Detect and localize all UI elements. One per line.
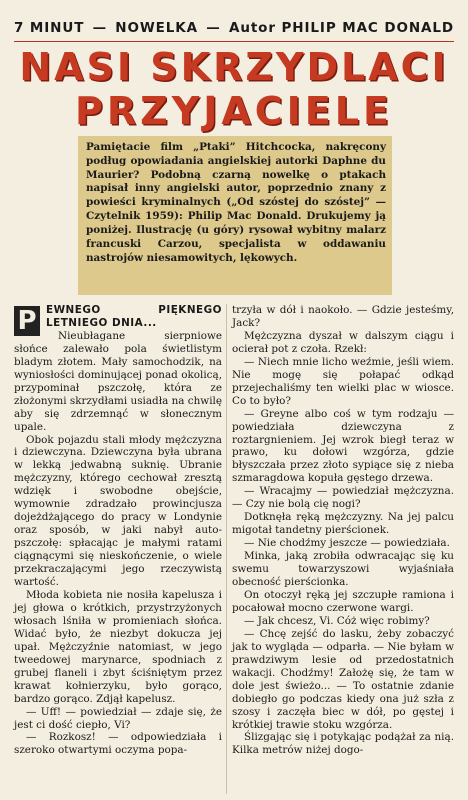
column-divider [226, 304, 227, 794]
drop-cap: P [14, 306, 40, 336]
paragraph: — Wracajmy — powiedział mężczyzna. — Czy nie bolą cię nogi? [232, 485, 454, 511]
paragraph: Mężczyzna dyszał w dalszym ciągu i ocierał pot z czoła. Rzekł: [232, 329, 454, 355]
paragraph: Dotknęła ręką mężczyzny. Na jej palcu migotał tandetny pierścionek. [232, 511, 454, 537]
intro-text: Pamiętacie film „Ptaki” Hitchcocka, nakręcony podług opowiadania angielskiej autorki Daphne du Maurier? Podobną czarną nowelkę o ptakach napisał inny angielski autor, poprzednio znany z powieści kryminalnych („Od szóstej do szóstej” — Czytelnik 1959): Philip Mac Donald. Drukujemy ją poniżej. Ilustrację (u góry) rysował wybitny malarz francuski Carzou, specjalista w oddawaniu nastrojów niesamowitych, lękowych. [86, 141, 386, 264]
paragraph: — Uff! — powiedział — zdaje się, że jest ci dość ciepło, Vi? [14, 705, 222, 731]
paragraph: — Chcę zejść do lasku, żeby zobaczyć jak to wygląda — odparła. — Nie byłam w prawdziwym lesie od przedostatnich wakacji. Chodźmy! Założę się, że tam w dole jest świeżo... — To ostatnie zdanie dobiegło go podczas kiedy ona już szła z szosy i zaczęła biec w dół, po gęstej i krótkiej trawie stoku wzgórza. [232, 627, 454, 731]
paragraph: Nieubłagane sierpniowe słońce zalewało pola świetlistym bladym złotem. Mały samochodzik, na wyniosłości dominującej ponad okolicą, przypominał pszczołę, która ze złożonymi skrzydłami usiadła na chwilę aby się zdrzemnąć w słonecznym upale. [14, 329, 222, 433]
body-column-left [14, 304, 222, 757]
lead-text: EWNEGO PIĘKNEGO LETNIEGO DNIA... [46, 304, 222, 329]
paragraph: On otoczył ręką jej szczupłe ramiona i pocałował mocno czerwone wargi. [232, 588, 454, 614]
paragraph: Ślizgając się i potykając podążał za nią. Kilka metrów niżej dogo- [232, 731, 454, 757]
paragraph: trzyła w dół i naokoło. — Gdzie jesteśmy, Jack? [232, 304, 454, 329]
paragraph: — Nie chodźmy jeszcze — powiedziała. [244, 537, 450, 550]
intro-box [78, 136, 392, 295]
paragraph: — Niech mnie licho weźmie, jeśli wiem. Nie mogę się połapać odkąd przejechaliśmy ten wielki plac w wiosce. Co to było? [232, 355, 454, 407]
paragraph: Obok pojazdu stali młody mężczyzna i dziewczyna. Dziewczyna była ubrana w lekką jedwabną suknię. Ubranie mężczyzny, którego cechował zresztą wdzięk i swobodne obejście, wymownie zdradzało prowincjusza dojeżdżającego do pracy w Londynie oraz sposób, w jaki nabył auto-pszczołę: spłacając je małymi ratami ciągnącymi się nieskończenie, o wiele przekraczającymi jego rzeczywistą wartość. [14, 433, 222, 589]
author-label: Autor PHILIP MAC DONALD [228, 20, 454, 36]
genre-label: NOWELKA [115, 20, 198, 36]
header-separator: — [206, 20, 221, 36]
article-title-line-1: NASI SKRZYDLACI [19, 45, 449, 89]
lead-paragraph [14, 304, 222, 336]
paragraph: Młoda kobieta nie nosiła kapelusza i jej głowa o krótkich, przystrzyżonych włosach lśniła w promieniach słońca. Widać było, że niezbyt dokucza jej upał. Mężczyźnie natomiast, w jego tweedowej marynarce, spodniach z grubej flaneli i zbyt ściśniętym przez krawat kołnierzyku, było gorąco, bardzo gorąco. Zdjął kapelusz. [14, 588, 222, 705]
paragraph: Minka, jaką zrobiła odwracając się ku swemu towarzyszowi wyjaśniała obecność pierścionka. [232, 550, 454, 589]
body-column-right [232, 304, 454, 757]
article-header [14, 20, 454, 36]
header-rule [14, 41, 454, 42]
paragraph: — Rozkosz! — odpowiedziała i szeroko otwartymi oczyma popa- [14, 731, 222, 757]
header-separator: — [92, 20, 108, 36]
article-title-line-2: PRZYJACIELE [75, 89, 393, 133]
paragraph: — Jak chcesz, Vi. Cóż więc robimy? [244, 614, 430, 627]
paragraph: — Greyne albo coś w tym rodzaju — powiedziała dziewczyna z roztargnieniem. Jej wzrok biegł teraz w prawo, ku dołowi wzgórza, gdzie błyszczała przez złoto sypiące się z nieba szmaragdowa kopuła gęstego drzewa. [232, 407, 454, 485]
series-label: 7 MINUT [14, 20, 85, 36]
